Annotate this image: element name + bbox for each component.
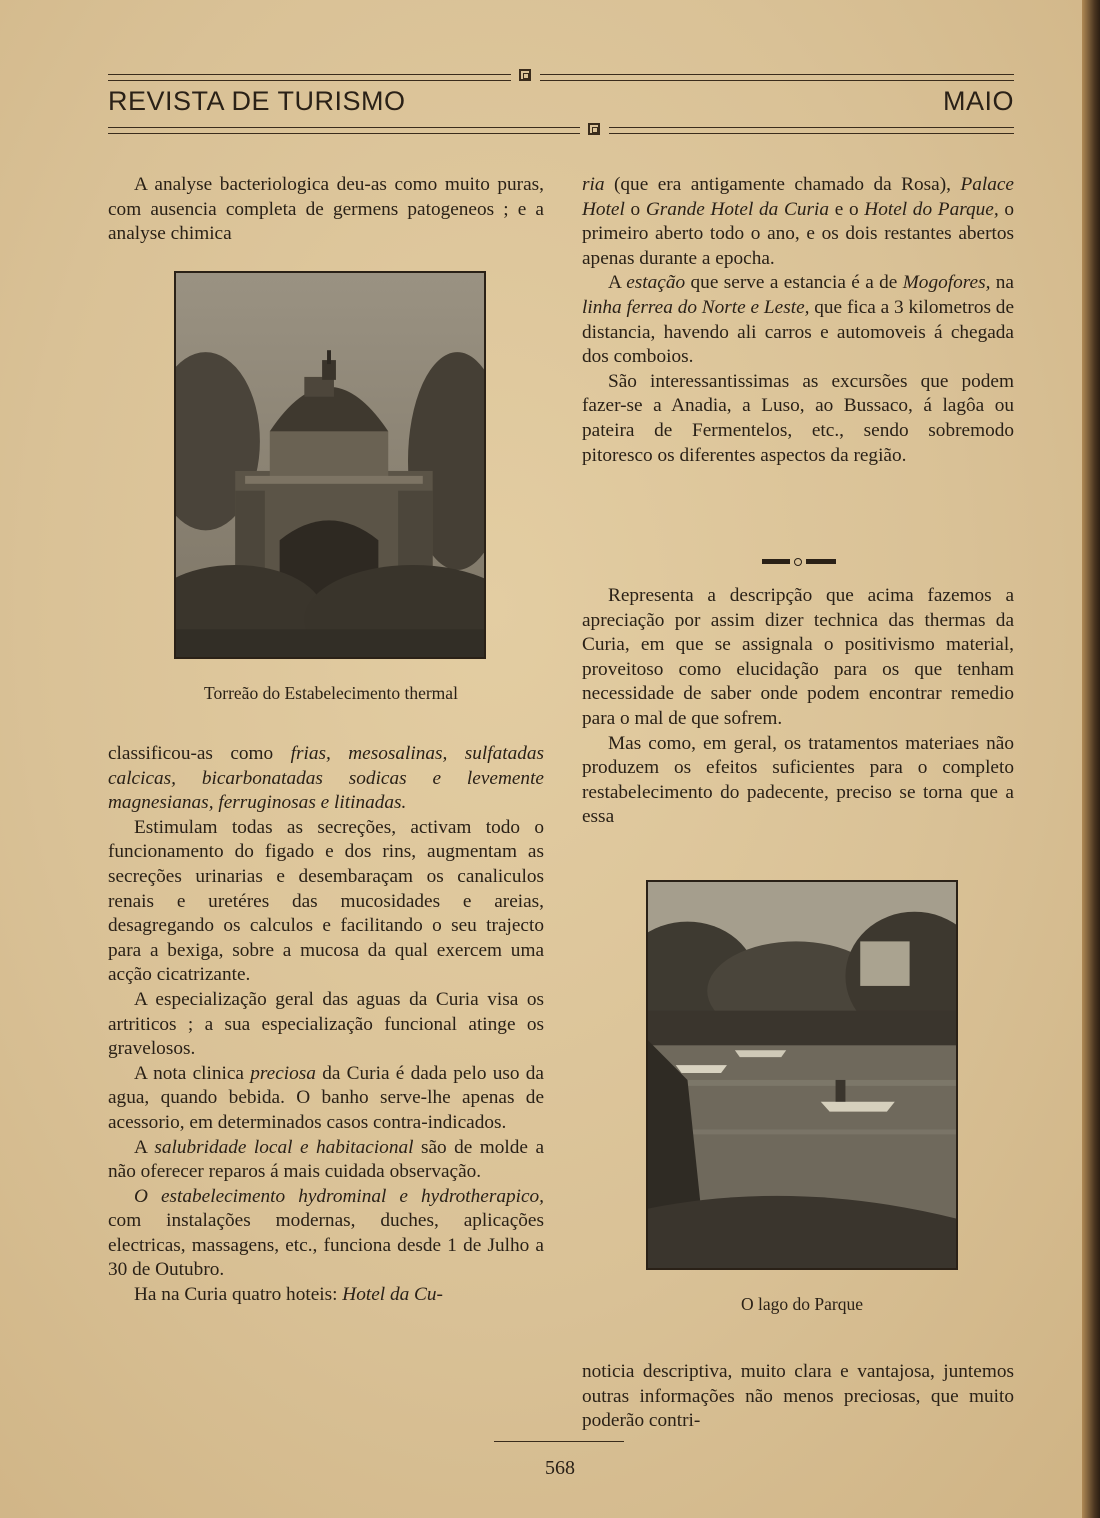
- photo-park-lake: [646, 880, 958, 1270]
- paragraph: Estimulam todas as secreções, activam todo o funcionamento do figado e dos rins, augmentam as secreções urinarias e desembaraçam os canaliculos renais e uretéres das mucosidades e areias, desagregando os calculos e facilitando o seu trajecto para a bexiga, sobre a mucosa da qual exercem uma acção cicatrizante.: [108, 816, 544, 986]
- header-ornament-bottom: [588, 123, 600, 135]
- header-rule-top-left: [108, 74, 511, 81]
- right-column-top: [582, 173, 1014, 468]
- paragraph: A analyse bacteriologica deu-as como muito puras, com ausencia completa de germens patogeneos ; e a analyse chimica: [108, 174, 544, 245]
- header-rule-bottom-left: [108, 127, 580, 134]
- right-column-middle: [582, 584, 1014, 830]
- lake-image: [648, 882, 956, 1268]
- paragraph: noticia descriptiva, muito clara e vantajosa, juntemos outras informações não menos preciosas, que muito poderão contri-: [582, 1361, 1014, 1432]
- page-number: 568: [545, 1457, 575, 1479]
- tower-image: [176, 273, 484, 657]
- right-column-bottom: [582, 1360, 1014, 1434]
- photo-thermal-tower: [174, 271, 486, 659]
- header-ornament-top: [519, 69, 531, 81]
- paragraph: A salubridade local e habitacional são de molde a não oferecer reparos á mais cuidada observação.: [108, 1136, 545, 1183]
- paragraph: ria (que era antigamente chamado da Rosa), Palace Hotel o Grande Hotel da Curia e o Hotel do Parque, o primeiro aberto todo o ano, e os dois restantes abertos apenas durante a epocha.: [582, 174, 1014, 269]
- left-column-top: [108, 173, 544, 247]
- photo-caption-lake: O lago do Parque: [741, 1294, 863, 1314]
- paragraph: A estação que serve a estancia é a de Mogofores, na linha ferrea do Norte e Leste, que fica a 3 kilometros de distancia, havendo ali carros e automoveis á chegada dos comboios.: [582, 272, 1015, 368]
- paragraph: A especialização geral das aguas da Curia visa os artriticos ; a sua especialização funcional atinge os gravelosos.: [108, 988, 544, 1060]
- section-divider-ornament: [762, 558, 836, 566]
- paragraph: Representa a descripção que acima fazemos a apreciação por assim dizer technica das thermas da Curia, em que se assignala o positivismo material, proveitoso como elucidação para os que tenham necessidade de saber onde podem encontrar remedio para o mal de que sofrem.: [582, 585, 1014, 729]
- paragraph: O estabelecimento hydrominal e hydrotherapico, com instalações modernas, duches, aplicações electricas, massagens, etc., funciona desde 1 de Julho a 30 de Outubro.: [108, 1185, 544, 1281]
- paragraph: A nota clinica preciosa da Curia é dada pelo uso da agua, quando bebida. O banho serve-lhe apenas de acessorio, em determinados casos contra-indicados.: [108, 1062, 544, 1133]
- footer-rule: [494, 1441, 624, 1442]
- paragraph: Ha na Curia quatro hoteis: Hotel da Cu-: [134, 1284, 443, 1306]
- running-header-title: REVISTA DE TURISMO: [108, 86, 406, 116]
- running-header-month: MAIO: [942, 86, 1014, 116]
- paragraph: São interessantissimas as excursões que podem fazer-se a Anadia, a Luso, ao Bussaco, á lagôa ou pateira de Fermentelos, etc., sendo sobremodo pitoresco os diferentes aspectos da região.: [582, 370, 1014, 466]
- page-edge-shadow: [1082, 0, 1100, 1518]
- paragraph: Mas como, em geral, os tratamentos materiaes não produzem os efeitos suficientes para o completo restabelecimento do padecente, preciso se torna que a essa: [582, 732, 1014, 828]
- paragraph: classificou-as como frias, mesosalinas, sulfatadas calcicas, bicarbonatadas sodicas e levemente magnesianas, ferruginosas e litinadas.: [108, 743, 544, 814]
- header-rule-top-right: [540, 74, 1014, 81]
- left-column-bottom: [108, 742, 544, 1308]
- photo-caption-tower: Torreão do Estabelecimento thermal: [204, 683, 458, 703]
- header-rule-bottom-right: [609, 127, 1014, 134]
